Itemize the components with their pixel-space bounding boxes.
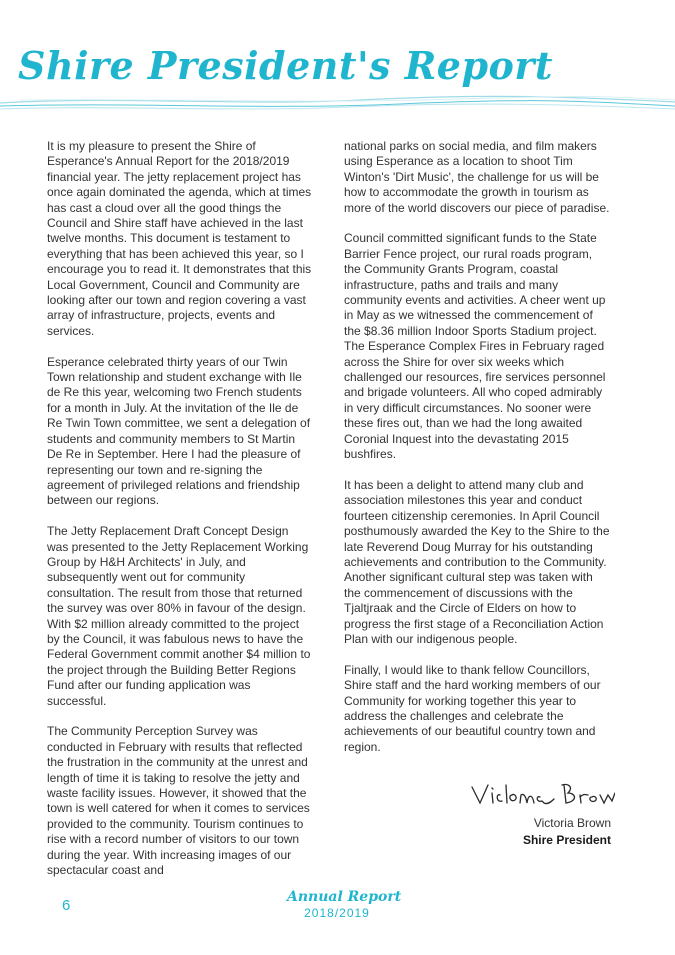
- left-text-column: [47, 139, 313, 878]
- paragraph: national parks on social media, and film makers using Esperance as a location to shoot Tim Winton's 'Dirt Music', the challenge for us will be how to accommodate the growth in tourism as more of the world discovers our piece of paradise.: [344, 139, 610, 215]
- right-text-column: [344, 139, 610, 755]
- paragraph: Council committed significant funds to the State Barrier Fence project, our rural roads program, the Community Grants Program, coastal infrastructure, paths and trails and many community events and activities. A cheer went up in May as we witnessed the commencement of the $8.36 million Indoor Sports Stadium project. The Esperance Complex Fires in February raged across the Shire for over six weeks which challenged our resources, fire services personnel and brigade volunteers. All who coped admirably in very difficult circumstances. No sooner were these fires out, than we had the long awaited Coronial Inquest into the devastating 2015 bushfires.: [344, 231, 606, 462]
- paragraph: The Jetty Replacement Draft Concept Design was presented to the Jetty Replacement Working Group by H&H Architects' in July, and subsequently went out for community consultation. The result from those that returned the survey was over 80% in favour of the design. With $2 million already committed to the project by the Council, it was fabulous news to have the Federal Government commit another $4 million to the project through the Building Better Regions Fund after our funding application was successful.: [47, 524, 311, 708]
- page-title: Shire President's Report: [18, 43, 553, 88]
- footer-report-title: Annual Report: [287, 889, 402, 905]
- paragraph: It has been a delight to attend many club and association milestones this year and conduct fourteen citizenship ceremonies. In April Council posthumously awarded the Key to the Shire to the late Reverend Doug Murray for his outstanding achievements and contribution to the Community. Another significant cultural step was taken with the commencement of discussions with the Tjaltjraak and the Circle of Elders on how to progress the first stage of a Reconciliation Action Plan with our indigenous people.: [344, 477, 610, 646]
- paragraph: Finally, I would like to thank fellow Councillors, Shire staff and the hard working members of our Community for working together this year to address the challenges and celebrate the achievements of our beautiful country town and region.: [344, 662, 601, 754]
- handwritten-signature: [470, 779, 615, 813]
- paragraph: It is my pleasure to present the Shire of Esperance's Annual Report for the 2018/2019 financial year. The jetty replacement project has once again dominated the agenda, which at times has cast a cloud over all the good things the Council and Shire staff have achieved in the last twelve months. This document is testament to everything that has been achieved this year, so I encourage you to read it. It demonstrates that this Local Government, Council and Community are looking after our town and region covering a vast array of infrastructure, projects, events and services.: [47, 139, 312, 338]
- paragraph: The Community Perception Survey was conducted in February with results that reflected the frustration in the community at the unrest and length of time it is taking to resolve the jetty and waste facility issues. However, it showed that the town is well catered for when it comes to services provided to the community. Tourism continues to rise with a record number of visitors to our town during the year. With increasing images of our spectacular coast and: [47, 724, 310, 878]
- signatory-name: Victoria Brown: [533, 816, 611, 830]
- paragraph: Esperance celebrated thirty years of our Twin Town relationship and student exchange with Ile de Re this year, welcoming two French students for a month in July. At the invitation of the Ile de Re Twin Town committee, we sent a delegation of students and community members to St Martin De Re in September. Here I had the pleasure of representing our town and re-signing the agreement of privileged relations and friendship between our regions.: [47, 354, 311, 508]
- page-number: 6: [62, 897, 71, 914]
- wave-divider: [0, 92, 675, 118]
- footer-report-year: 2018/2019: [304, 906, 370, 920]
- signatory-role: Shire President: [522, 833, 611, 847]
